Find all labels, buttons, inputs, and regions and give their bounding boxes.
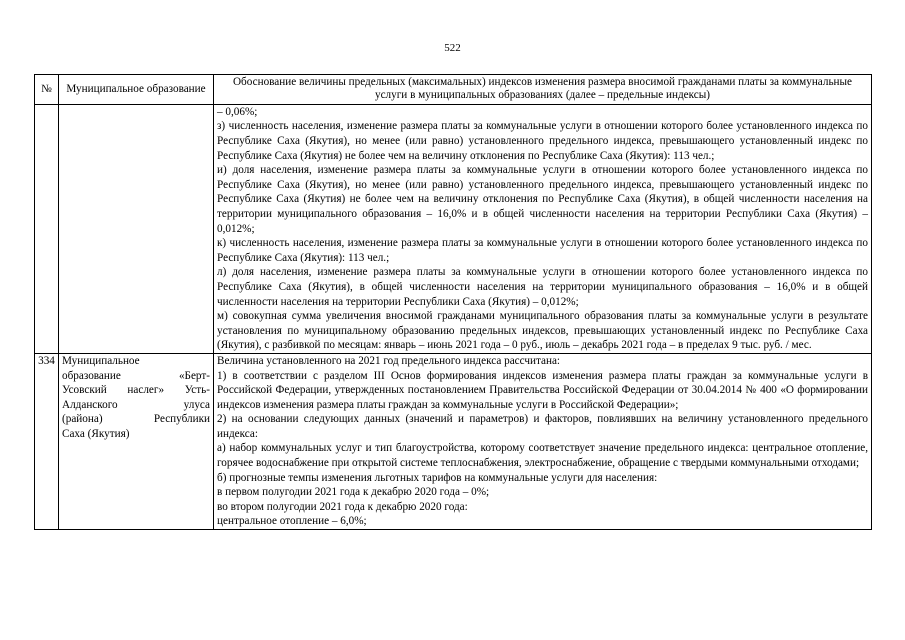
cell-justification: [214, 353, 872, 529]
text-paragraph: м) совокупная сумма увеличения вносимой гражданами муниципального образования платы за коммунальные услуги в результате установления по муниципальному образованию предельных индексов, превышающих установленный индекс по Республике Саха (Якутия), с разбивкой по месяцам: январь – июнь 2021 года – 0 руб., июль – декабрь 2021 года – в пределах 9 тыс. руб. / мес.: [217, 310, 868, 352]
municipality-name: [62, 354, 210, 442]
municipality-line: Муниципальное: [62, 354, 140, 367]
text-paragraph: центральное отопление – 6,0%;: [217, 515, 367, 528]
text-paragraph: л) доля населения, изменение размера платы за коммунальные услуги в отношении которого более установленного индекса по Республике Саха (Якутия), в общей численности населения на территории муниципального образования – 16,0% и в общей численности населения на территории Республики Саха (Якутия) – 0,012%;: [217, 266, 868, 308]
header-number: №: [35, 75, 59, 105]
text-paragraph: к) численность населения, изменение размера платы за коммунальные услуги в отношении которого более установленного индекса по Республике Саха (Якутия): 113 чел.;: [217, 237, 868, 264]
cell-municipality: [59, 353, 214, 529]
municipality-line: Саха (Якутия): [62, 427, 130, 440]
header-municipality: Муниципальное образование: [59, 75, 214, 105]
table-header-row: [35, 75, 872, 105]
text-paragraph: – 0,06%;: [217, 105, 258, 118]
page-number: 522: [444, 42, 461, 54]
text-paragraph: з) численность населения, изменение размера платы за коммунальные услуги в отношении которого более установленного индекса по Республике Саха (Якутия), но менее (или равно) установленного предельного индекса, превышающего установленный индекс по Республике Саха (Якутия) не более чем на величину отклонения по Республике Саха (Якутия): 113 чел.;: [217, 120, 868, 162]
municipality-line: образование «Берт-: [62, 369, 210, 382]
cell-number-empty: [35, 104, 59, 353]
cell-row-number: 334: [35, 353, 59, 529]
text-paragraph: а) набор коммунальных услуг и тип благоустройства, которому соответствует значение предельного индекса: центральное отопление, горячее водоснабжение при открытой системе теплоснабжения, электроснабжение, обращение с твердыми коммунальными отходами;: [217, 442, 868, 470]
text-paragraph: 2) на основании следующих данных (значений и параметров) и факторов, повлиявших на величину установленного предельного индекса:: [217, 413, 868, 440]
indices-table: [34, 74, 872, 530]
table-row-334: [35, 353, 872, 529]
table-row-continued: [35, 104, 872, 353]
cell-justification-continued: [214, 104, 872, 353]
text-paragraph: в первом полугодии 2021 года к декабрю 2020 года – 0%;: [217, 486, 490, 499]
municipality-line: Усовский наслег» Усть-: [62, 384, 210, 397]
municipality-line: (района) Республики: [62, 413, 210, 426]
text-paragraph: во втором полугодии 2021 года к декабрю 2020 года:: [217, 500, 468, 513]
municipality-line: Алданского улуса: [62, 398, 210, 411]
text-paragraph: Величина установленного на 2021 год предельного индекса рассчитана:: [217, 354, 561, 367]
text-paragraph: и) доля населения, изменение размера платы за коммунальные услуги в отношении которого более установленного индекса по Республике Саха (Якутия), но менее (или равно) установленного предельного индекса, превышающего установленный индекс по Республике Саха (Якутия) не более чем на величину отклонения по Республике Саха (Якутия), в общей численности населения на территории муниципального образования – 16,0% и в общей численности населения на территории Республики Саха (Якутия) – 0,012%;: [217, 164, 868, 235]
text-paragraph: б) прогнозные темпы изменения льготных тарифов на коммунальные услуги для населения:: [217, 471, 658, 484]
header-justification: Обоснование величины предельных (максимальных) индексов изменения размера вносимой гражданами платы за коммунальные услуги в муниципальных образованиях (далее – предельные индексы): [214, 75, 872, 105]
text-paragraph: 1) в соответствии с разделом III Основ формирования индексов изменения размера платы граждан за коммунальные услуги в Российской Федерации, утвержденных постановлением Правительства Российской Федерации от 30.04.2014 № 400 «О формировании индексов изменения размера платы граждан за коммунальные услуги в Российской Федерации»;: [217, 369, 868, 411]
cell-municipality-empty: [59, 104, 214, 353]
